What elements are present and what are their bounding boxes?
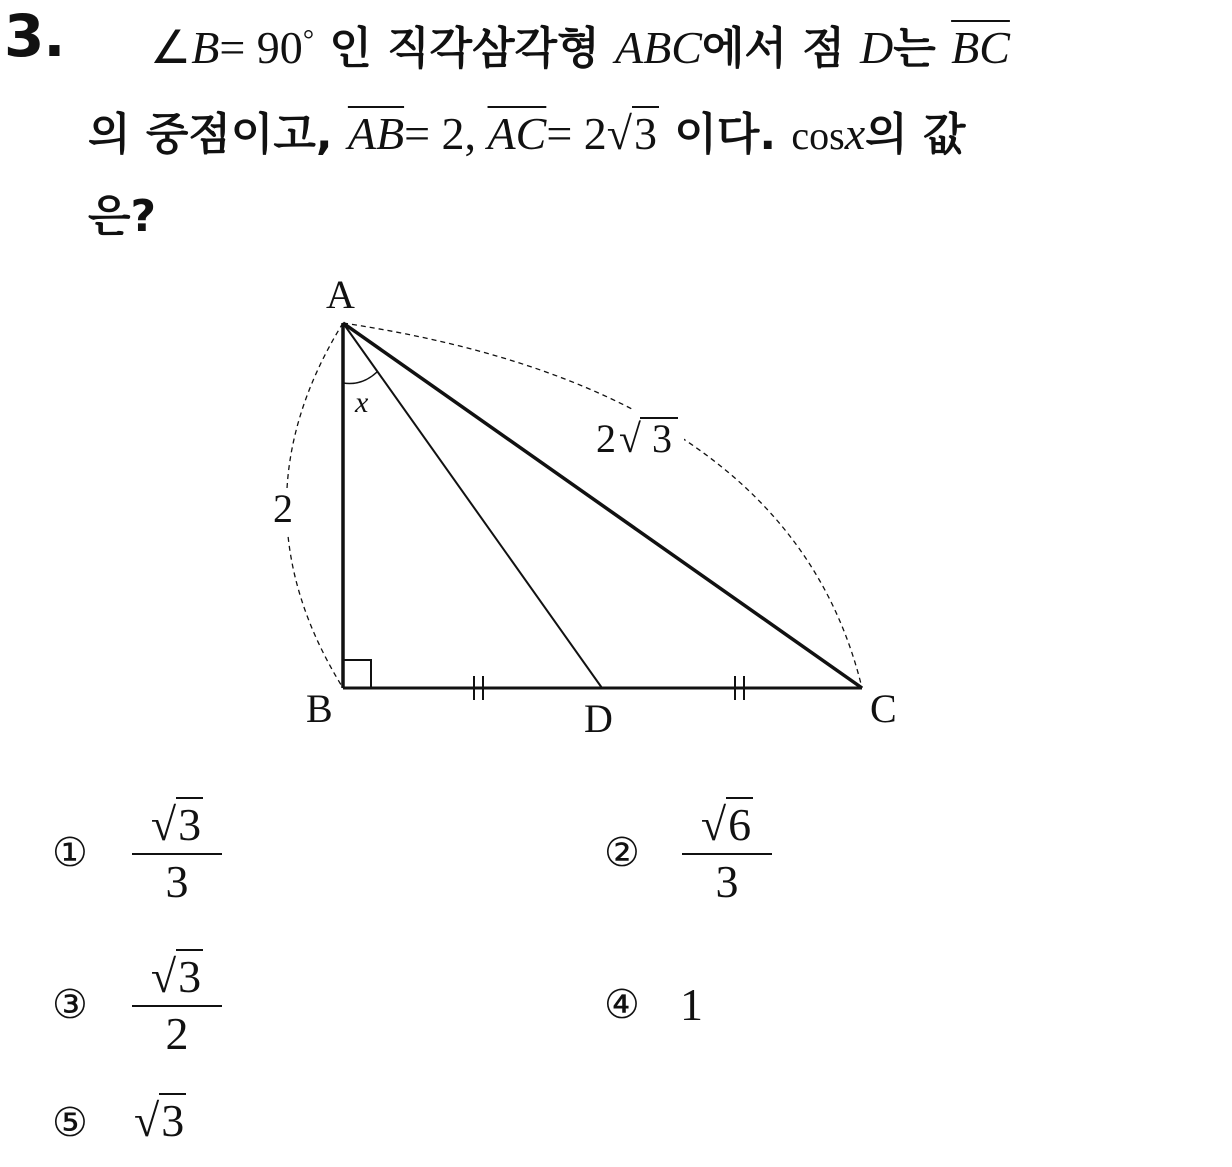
- question-line-3: 은?: [88, 191, 157, 242]
- ac-value-coef: = 2: [546, 108, 607, 159]
- segment-bc: $\overline{BC}$: [951, 22, 1010, 73]
- angle-symbol: ∠: [150, 22, 192, 73]
- text-point: 에서 점: [701, 23, 861, 74]
- choice-marker-3: ③: [52, 982, 88, 1028]
- choice-marker-4: ④: [604, 982, 640, 1028]
- choice-value-4: 1: [680, 979, 703, 1030]
- choice-fraction-3: √3 2: [132, 950, 222, 1060]
- text-end: 이다.: [659, 109, 792, 160]
- choice-5[interactable]: [52, 1095, 252, 1160]
- side-label-ac: [596, 416, 678, 461]
- choice-marker-2: ②: [604, 830, 640, 876]
- right-angle-mark: [343, 660, 371, 688]
- side-label-ab: 2: [273, 486, 293, 531]
- sqrt-sign: √: [606, 108, 633, 159]
- side-ac: [343, 323, 862, 688]
- text-is: 는: [893, 23, 952, 74]
- angle-value: = 90: [219, 22, 303, 73]
- choice-marker-5: ⑤: [52, 1100, 88, 1146]
- choice-fraction-2: √6 3: [682, 798, 772, 908]
- choice-fraction-1: √3 3: [132, 798, 222, 908]
- question-line-1: [150, 12, 1010, 76]
- text-midpoint: 의 중점이고,: [88, 109, 348, 160]
- point-name: D: [860, 22, 894, 73]
- choice-3[interactable]: [52, 950, 252, 1060]
- choice-sqrt-5: √3: [134, 1095, 185, 1146]
- angle-arc-x: [343, 372, 377, 384]
- text-value-of: 의 값: [865, 109, 966, 160]
- point-label-d: D: [584, 696, 613, 741]
- vertex-label-b: B: [306, 686, 333, 731]
- question-number: 3.: [4, 2, 65, 70]
- question-line-2: [88, 98, 965, 162]
- choice-2[interactable]: [604, 798, 804, 908]
- cos-function: cos: [791, 113, 845, 158]
- vertex-label-a: A: [326, 272, 355, 317]
- segment-ab: $\overline{AB}$: [347, 108, 405, 159]
- ac-radicand: 3: [634, 108, 658, 159]
- degree-symbol: °: [302, 25, 315, 56]
- svg-text:√: √: [619, 416, 641, 461]
- svg-text:3: 3: [652, 416, 672, 461]
- choice-4[interactable]: [604, 979, 804, 1042]
- angle-vertex: B: [191, 22, 220, 73]
- ab-value: = 2,: [404, 108, 488, 159]
- text-right-triangle: 인 직각삼각형: [314, 23, 615, 74]
- svg-text:2: 2: [596, 416, 616, 461]
- segment-ac: $\overline{AC}$: [487, 108, 547, 159]
- cos-variable: x: [844, 108, 866, 159]
- vertex-label-c: C: [870, 686, 897, 731]
- angle-label-x: x: [355, 386, 369, 419]
- choice-1[interactable]: [52, 798, 252, 908]
- triangle-name: ABC: [615, 22, 702, 73]
- choice-marker-1: ①: [52, 830, 88, 876]
